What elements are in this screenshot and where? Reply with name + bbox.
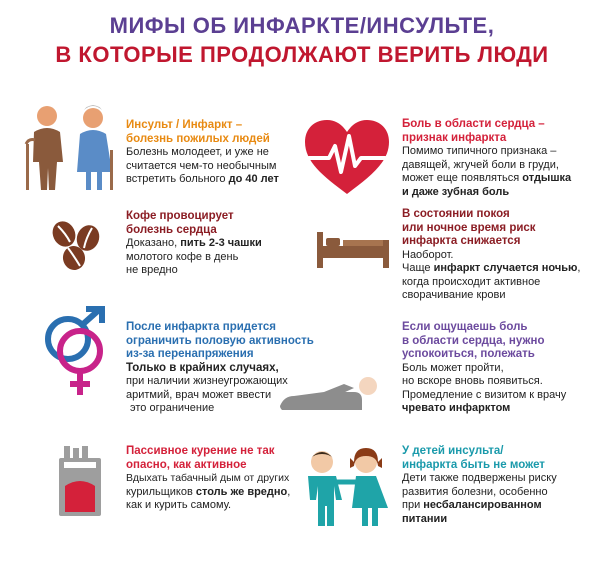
myth-3 — [126, 210, 301, 278]
myth-2-body-4: и даже зубная боль — [402, 185, 510, 198]
myth-3-body-3: не вредно — [126, 264, 178, 276]
myth-4-heading-2: или ночное время риск — [402, 221, 536, 234]
myth-1 — [126, 119, 301, 187]
myth-5-heading-3: из-за перенапряжения — [126, 348, 254, 360]
myth-6 — [402, 321, 602, 416]
myth-1-heading-1: Инсульт / Инфаркт – — [126, 119, 243, 131]
myth-5-body-2: при наличии жизнеугрожающих — [126, 375, 288, 387]
myth-8-body-1: Дети также подвержены риску — [402, 472, 557, 484]
myth-3-body-1: Доказано, пить 2-3 чашки — [126, 237, 262, 249]
myth-1-body-3: встретить больного до 40 лет — [126, 173, 279, 185]
myth-5-body-4: это ограничение — [130, 402, 215, 414]
myth-6-heading-2: в области сердца, нужно — [402, 334, 545, 347]
myth-4-heading-3: инфаркта снижается — [402, 235, 521, 247]
title-line-1: МИФЫ ОБ ИНФАРКТЕ/ИНСУЛЬТЕ, — [109, 13, 495, 38]
myth-8-body-3: при несбалансированном — [402, 499, 542, 511]
myth-8 — [402, 445, 602, 526]
myth-8-heading-1: У детей инсульта/ — [402, 445, 504, 457]
myth-3-body-2: молотого кофе в день — [126, 250, 239, 263]
myth-7 — [126, 445, 301, 513]
myth-2-body-2: давящей, жгучей боли в груди, — [402, 158, 559, 171]
children-icon — [292, 448, 396, 528]
coffee-beans-icon — [48, 220, 104, 272]
myth-5-body-1: Только в крайних случаях, — [126, 361, 279, 374]
myth-4-body-1: Наоборот. — [402, 248, 454, 261]
myth-4-body-3: когда происходит активное — [402, 275, 541, 288]
myth-1-body-2: считается чем-то необычным — [126, 159, 277, 172]
myth-7-body-2: курильщиков столь же вредно, — [126, 485, 291, 498]
myth-5-body-3: аритмий, врач может ввести — [126, 388, 272, 401]
myth-2-body-1: Помимо типичного признака – — [402, 145, 557, 157]
myth-7-body-3: как и курить самому. — [126, 499, 232, 511]
cigarette-pack-icon — [55, 446, 105, 518]
myth-6-body-2: но вскоре вновь появиться. — [402, 375, 543, 387]
myth-5-heading-1: После инфаркта придется — [126, 321, 276, 333]
myth-6-body-3: Промедление с визитом к врачу — [402, 388, 567, 401]
heart-pulse-icon — [303, 118, 391, 198]
myth-8-heading-2: инфаркта быть не может — [402, 458, 545, 471]
myth-2-heading-1: Боль в области сердца – — [402, 118, 545, 130]
myth-7-heading-1: Пассивное курение не так — [126, 445, 275, 457]
myth-8-body-4: питании — [402, 512, 448, 525]
myth-6-body-1: Боль может пройти, — [402, 361, 504, 374]
myth-2-heading-2: признак инфаркта — [402, 131, 507, 144]
myth-8-body-2: развития болезни, особенно — [402, 485, 548, 498]
myth-1-heading-2: болезнь пожилых людей — [126, 132, 270, 145]
myth-2-body-3: может еще появляться отдышка — [402, 172, 572, 184]
elderly-couple-icon — [20, 102, 120, 192]
myth-2 — [402, 118, 602, 199]
myth-4-heading-1: В состоянии покоя — [402, 208, 510, 220]
myth-5-heading-2: ограничить половую активность — [126, 334, 314, 347]
bed-icon — [315, 226, 391, 270]
myth-4 — [402, 208, 602, 303]
myth-7-heading-2: опасно, как активное — [126, 458, 247, 471]
myth-4-body-4: сворачивание крови — [402, 289, 506, 301]
gender-symbols-icon — [36, 305, 116, 397]
myth-4-body-2: Чаще инфаркт случается ночью, — [402, 262, 581, 274]
myth-1-body-1: Болезнь молодеет, и уже не — [126, 146, 269, 158]
myth-3-heading-2: болезнь сердца — [126, 223, 217, 236]
myth-6-body-4: чревато инфарктом — [402, 402, 511, 414]
myth-6-heading-1: Если ощущаешь боль — [402, 321, 528, 333]
title-line-2: В КОТОРЫЕ ПРОДОЛЖАЮТ ВЕРИТЬ ЛЮДИ — [55, 42, 549, 67]
myth-6-heading-3: успокоиться, полежать — [402, 348, 535, 360]
myth-3-heading-1: Кофе провоцирует — [126, 210, 234, 222]
lying-person-icon — [276, 376, 386, 412]
myth-7-body-1: Вдыхать табачный дым от других — [126, 472, 290, 484]
